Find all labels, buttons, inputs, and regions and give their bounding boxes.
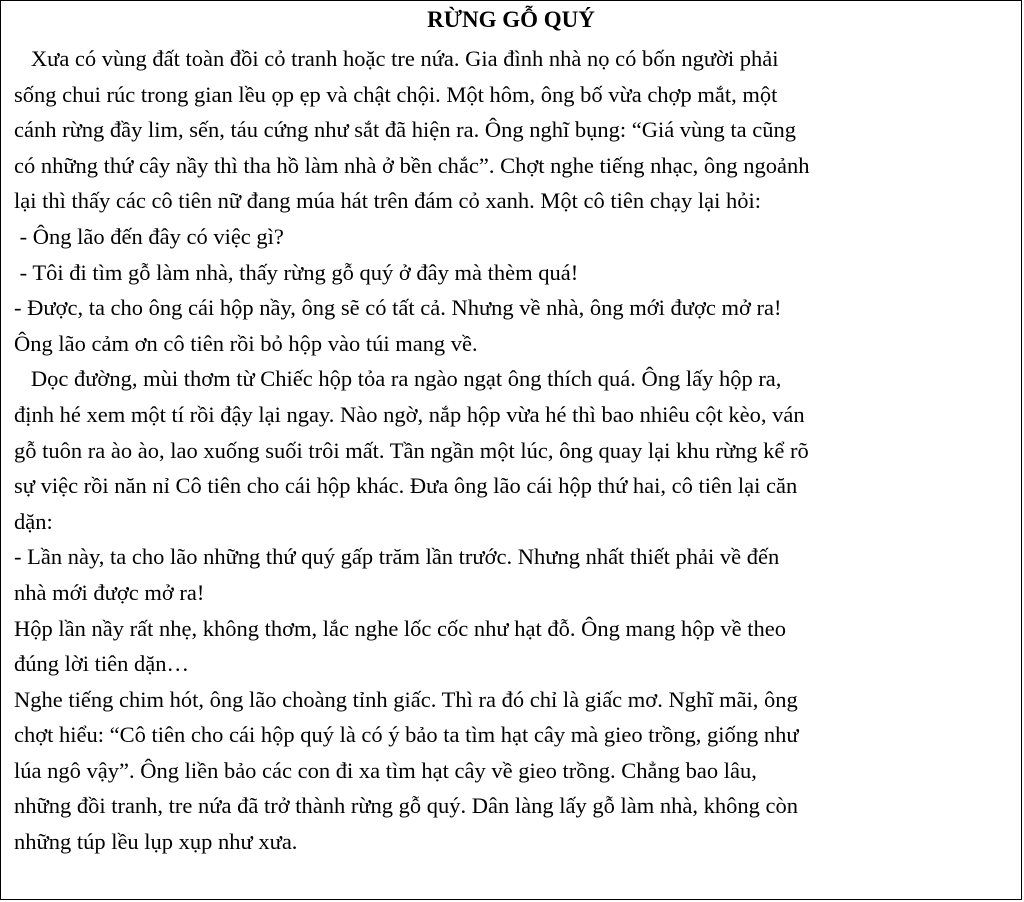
text-line: có những thứ cây nầy thì tha hồ làm nhà ở bền chắc”. Chợt nghe tiếng nhạc, ông ngoảnh (14, 152, 810, 178)
text-line: sự việc rồi năn nỉ Cô tiên cho cái hộp khác. Đưa ông lão cái hộp thứ hai, cô tiên lại căn (14, 473, 798, 499)
text-line: gỗ tuôn ra ào ào, lao xuống suối trôi mất. Tần ngần một lúc, ông quay lại khu rừng kể rõ (14, 437, 809, 463)
text-line: lại thì thấy các cô tiên nữ đang múa hát trên đám cỏ xanh. Một cô tiên chạy lại hỏi: (14, 188, 761, 214)
text-line: định hé xem một tí rồi đậy lại ngay. Nào ngờ, nắp hộp vừa hé thì bao nhiêu cột kèo, ván (14, 401, 805, 427)
text-line: sống chui rúc trong gian lều ọp ẹp và chật chội. Một hôm, ông bố vừa chợp mắt, một (14, 81, 778, 107)
text-line: Dọc đường, mùi thơm từ Chiếc hộp tỏa ra ngào ngạt ông thích quá. Ông lấy hộp ra, (14, 366, 782, 392)
document-body (14, 41, 1014, 860)
text-line: Xưa có vùng đất toàn đồi cỏ tranh hoặc tre nứa. Gia đình nhà nọ có bốn người phải (14, 46, 779, 71)
document-title: RỪNG GỖ QUÝ (427, 7, 595, 32)
text-line: cánh rừng đầy lim, sến, táu cứng như sắt đã hiện ra. Ông nghĩ bụng: “Giá vùng ta cũng (14, 117, 797, 143)
text-line: những đồi tranh, tre nứa đã trở thành rừng gỗ quý. Dân làng lấy gỗ làm nhà, không còn (14, 793, 798, 819)
text-line: - Tôi đi tìm gỗ làm nhà, thấy rừng gỗ quý ở đây mà thèm quá! (14, 259, 579, 285)
text-line: - Được, ta cho ông cái hộp nầy, ông sẽ có tất cả. Nhưng về nhà, ông mới được mở ra! (14, 295, 782, 321)
text-line: - Ông lão đến đây có việc gì? (14, 223, 284, 249)
text-line: Hộp lần nầy rất nhẹ, không thơm, lắc nghe lốc cốc như hạt đỗ. Ông mang hộp về theo (14, 615, 787, 641)
text-line: Nghe tiếng chim hót, ông lão choàng tỉnh giấc. Thì ra đó chỉ là giấc mơ. Nghĩ mãi, ông (14, 686, 798, 712)
text-line: đúng lời tiên dặn… (14, 651, 190, 677)
text-line: nhà mới được mở ra! (14, 579, 205, 605)
text-line: lúa ngô vậy”. Ông liền bảo các con đi xa tìm hạt cây về gieo trồng. Chẳng bao lâu, (14, 757, 757, 783)
text-line: Ông lão cảm ơn cô tiên rồi bỏ hộp vào túi mang về. (14, 330, 478, 356)
text-line: - Lần này, ta cho lão những thứ quý gấp trăm lần trước. Nhưng nhất thiết phải về đến (14, 544, 780, 570)
text-line: những túp lều lụp xụp như xưa. (14, 829, 298, 855)
text-line: dặn: (14, 508, 53, 534)
text-line: chợt hiểu: “Cô tiên cho cái hộp quý là có ý bảo ta tìm hạt cây mà gieo trồng, giống như (14, 722, 799, 748)
